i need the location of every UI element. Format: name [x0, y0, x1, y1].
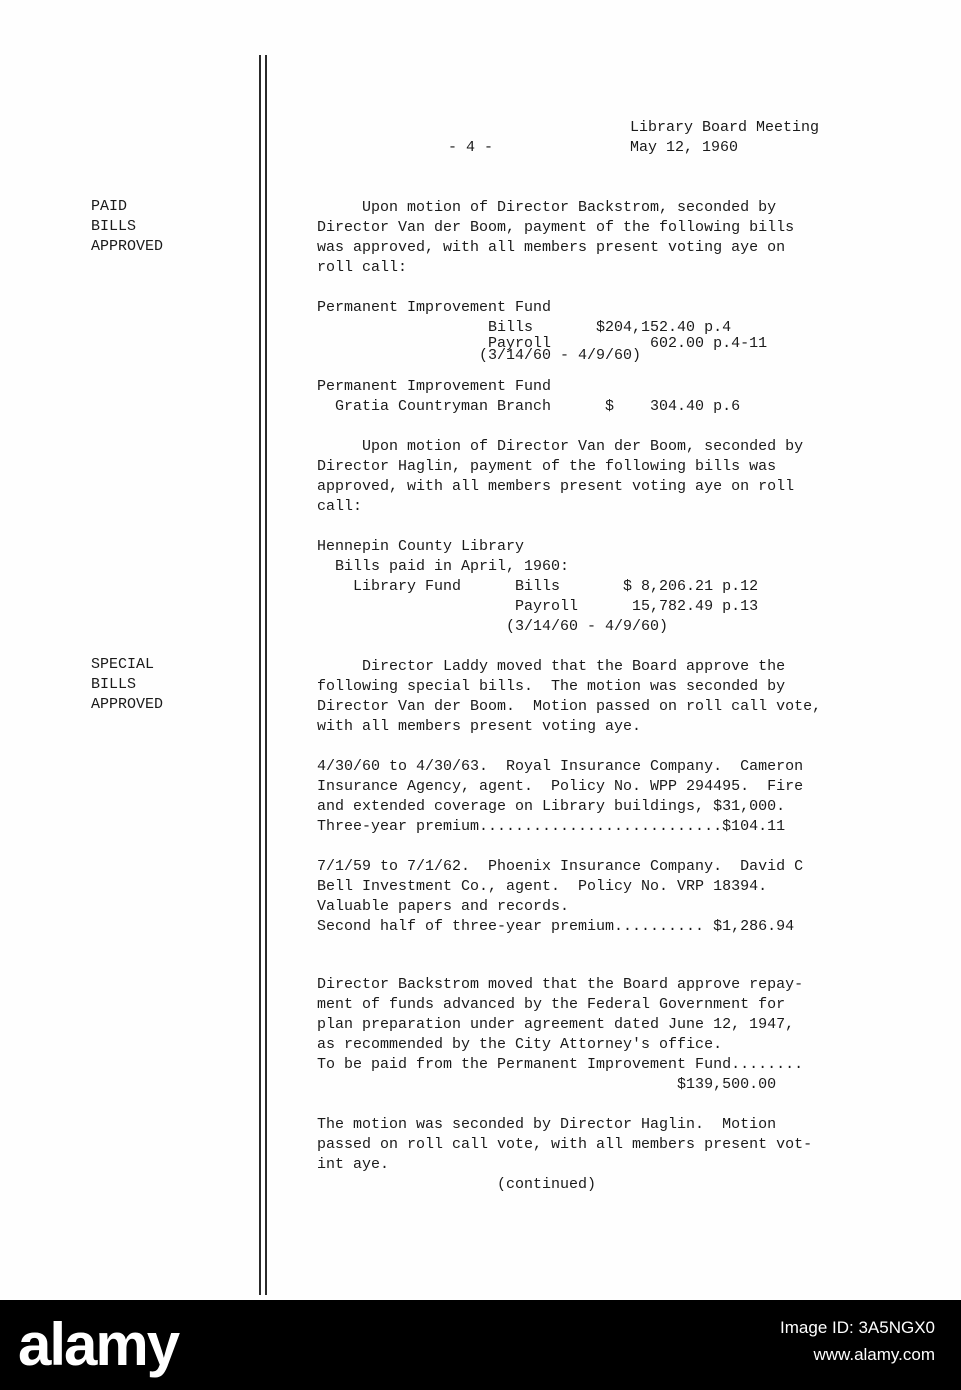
body-line: call:: [317, 498, 363, 515]
continued-note: (continued): [317, 1176, 597, 1193]
meeting-date: May 12, 1960: [630, 139, 739, 156]
body-line: ment of funds advanced by the Federal Government for: [317, 996, 786, 1013]
margin-label: APPROVED: [91, 696, 164, 713]
body-line: approved, with all members present voting aye on roll: [317, 478, 795, 495]
margin-label: BILLS: [91, 676, 137, 693]
body-line: roll call:: [317, 259, 408, 276]
body-line: Payroll 15,782.49 p.13: [317, 598, 759, 615]
body-line: The motion was seconded by Director Haglin. Motion: [317, 1116, 777, 1133]
body-line: Upon motion of Director Backstrom, seconded by: [317, 199, 777, 216]
vertical-rule: [265, 55, 267, 1295]
body-line: Insurance Agency, agent. Policy No. WPP 294495. Fire: [317, 778, 804, 795]
body-line: Upon motion of Director Van der Boom, seconded by: [317, 438, 804, 455]
body-line: (3/14/60 - 4/9/60): [317, 347, 642, 364]
body-line: 7/1/59 to 7/1/62. Phoenix Insurance Company. David C: [317, 858, 804, 875]
image-id-label: Image ID: 3A5NGX0: [780, 1318, 935, 1337]
margin-label: PAID: [91, 198, 128, 215]
body-line: Director Van der Boom. Motion passed on roll call vote,: [317, 698, 822, 715]
body-line: Director Haglin, payment of the following bills was: [317, 458, 777, 475]
body-line: int aye.: [317, 1156, 390, 1173]
body-line: Director Laddy moved that the Board approve the: [317, 658, 786, 675]
body-line: Second half of three-year premium.......... $1,286.94: [317, 918, 795, 935]
body-line: Valuable papers and records.: [317, 898, 570, 915]
body-line: Permanent Improvement Fund: [317, 299, 552, 316]
alamy-logo: alamy: [18, 1311, 179, 1378]
vertical-rule: [259, 55, 261, 1295]
body-line: Director Van der Boom, payment of the following bills: [317, 219, 795, 236]
alamy-url: www.alamy.com: [813, 1345, 935, 1364]
body-line: Permanent Improvement Fund: [317, 378, 552, 395]
margin-label: SPECIAL: [91, 656, 155, 673]
body-line: Payroll 602.00 p.4-11: [317, 335, 768, 352]
body-line: Bills $204,152.40 p.4: [317, 319, 732, 336]
page-number: - 4 -: [448, 139, 494, 156]
body-line: with all members present voting aye.: [317, 718, 642, 735]
body-line: Director Backstrom moved that the Board approve repay-: [317, 976, 804, 993]
body-line: To be paid from the Permanent Improvement Fund........: [317, 1056, 804, 1073]
body-line: passed on roll call vote, with all members present vot-: [317, 1136, 813, 1153]
body-line: Hennepin County Library: [317, 538, 525, 555]
body-line: was approved, with all members present voting aye on: [317, 239, 786, 256]
body-line: $139,500.00: [317, 1076, 777, 1093]
body-line: (3/14/60 - 4/9/60): [317, 618, 669, 635]
body-line: Three-year premium...........................$104.11: [317, 818, 786, 835]
margin-label: APPROVED: [91, 238, 164, 255]
body-line: Bell Investment Co., agent. Policy No. VRP 18394.: [317, 878, 768, 895]
meeting-title: Library Board Meeting: [630, 119, 820, 136]
body-line: and extended coverage on Library buildings, $31,000.: [317, 798, 786, 815]
body-line: Bills paid in April, 1960:: [317, 558, 570, 575]
margin-label: BILLS: [91, 218, 137, 235]
body-line: plan preparation under agreement dated June 12, 1947,: [317, 1016, 795, 1033]
body-line: Gratia Countryman Branch $ 304.40 p.6: [317, 398, 741, 415]
body-line: following special bills. The motion was seconded by: [317, 678, 786, 695]
body-line: as recommended by the City Attorney's office.: [317, 1036, 723, 1053]
body-line: Library Fund Bills $ 8,206.21 p.12: [317, 578, 759, 595]
body-line: 4/30/60 to 4/30/63. Royal Insurance Company. Cameron: [317, 758, 804, 775]
